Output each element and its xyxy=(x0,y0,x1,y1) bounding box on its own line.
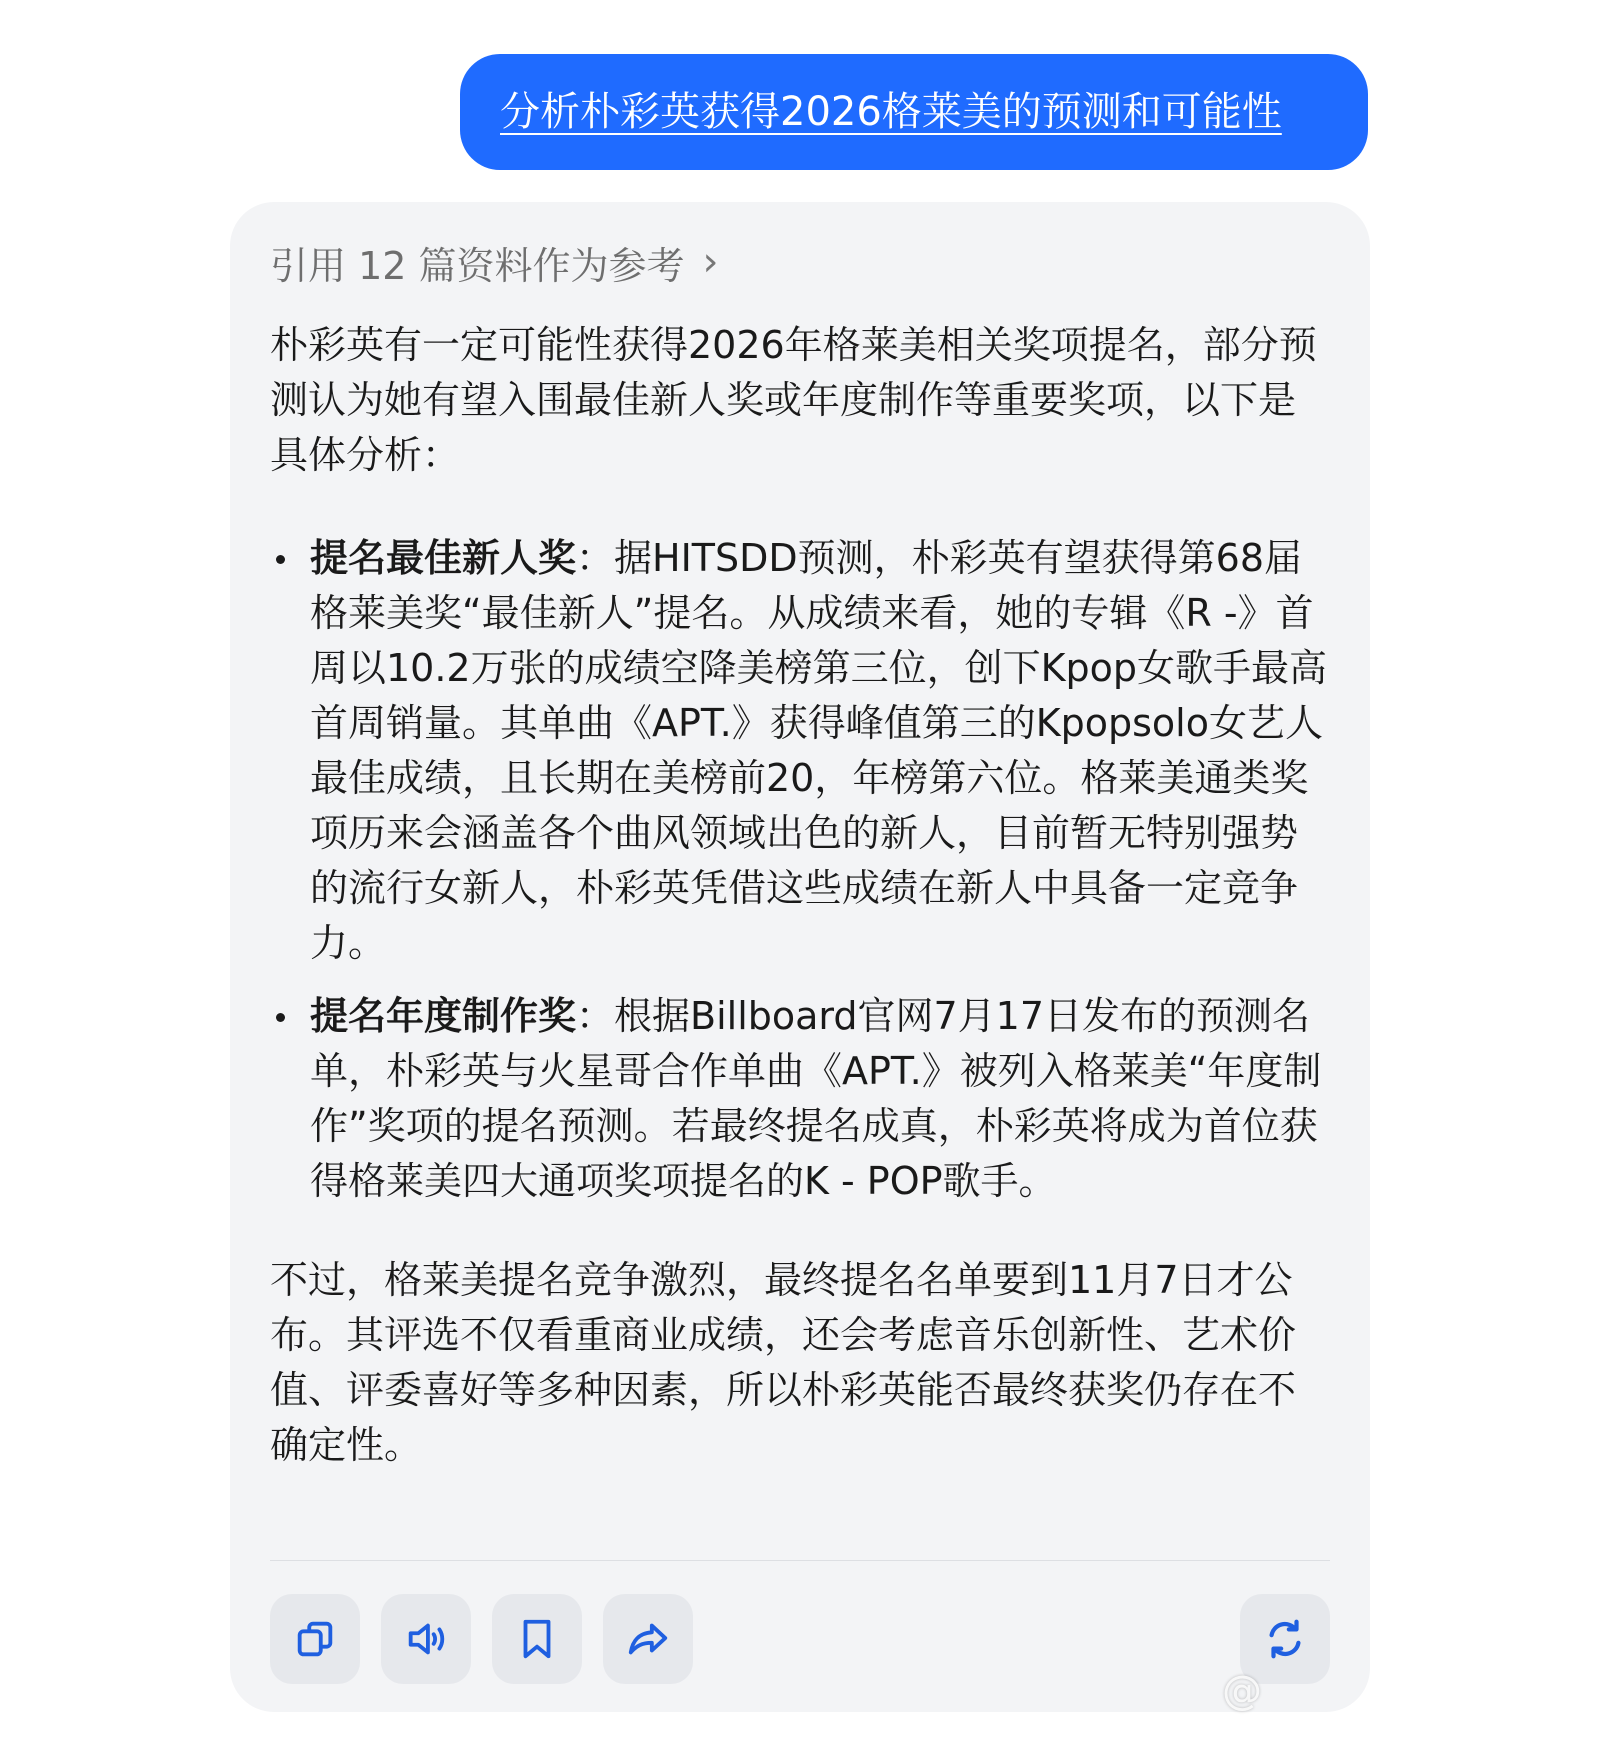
chevron-right-icon: › xyxy=(702,239,719,285)
references-label: 引用 12 篇资料作为参考 xyxy=(270,243,685,288)
bookmark-icon xyxy=(514,1616,560,1662)
read-aloud-button[interactable] xyxy=(381,1594,471,1684)
copy-button[interactable] xyxy=(270,1594,360,1684)
bullet-text: ：根据Billboard官网7月17日发布的预测名单，朴彩英与火星哥合作单曲《APT.》被列入格莱美“年度制作”奖项的提名预测。若最终提名成真，朴彩英将成为首位获得格莱美四大通项奖项提名的K - POP歌手。 xyxy=(310,994,1322,1203)
user-message-text[interactable]: 分析朴彩英获得2026格莱美的预测和可能性 xyxy=(500,89,1282,135)
share-icon xyxy=(625,1616,671,1662)
copy-icon xyxy=(292,1616,338,1662)
speaker-icon xyxy=(403,1616,449,1662)
answer-card xyxy=(230,202,1370,1712)
bullet-title: 提名最佳新人奖 xyxy=(310,536,577,580)
bullet-text: ：据HITSDD预测，朴彩英有望获得第68届格莱美奖“最佳新人”提名。从成绩来看，她的专辑《R -》首周以10.2万张的成绩空降美榜第三位，创下Kpop女歌手最高首周销量。其单曲《APT.》获得峰值第三的Kpopsolo女艺人最佳成绩，且长期在美榜前20，年榜第六位。格莱美通类奖项历来会涵盖各个曲风领域出色的新人，目前暂无特别强势的流行女新人，朴彩英凭借这些成绩在新人中具备一定竞争力。 xyxy=(310,536,1328,965)
bookmark-button[interactable] xyxy=(492,1594,582,1684)
answer-outro: 不过，格莱美提名竞争激烈，最终提名名单要到11月7日才公布。其评选不仅看重商业成绩，还会考虑音乐创新性、艺术价值、评委喜好等多种因素，所以朴彩英能否最终获奖仍存在不确定性。 xyxy=(270,1258,1297,1467)
references-link[interactable] xyxy=(270,232,1330,292)
user-message-bubble xyxy=(460,54,1368,170)
answer-intro: 朴彩英有一定可能性获得2026年格莱美相关奖项提名，部分预测认为她有望入围最佳新人奖或年度制作等重要奖项，以下是具体分析： xyxy=(270,323,1317,477)
regenerate-icon xyxy=(1262,1616,1308,1662)
list-item xyxy=(270,989,1330,1209)
answer-bullet-list xyxy=(270,531,1330,1209)
watermark: @ xyxy=(1222,1668,1262,1714)
share-button[interactable] xyxy=(603,1594,693,1684)
bullet-title: 提名年度制作奖 xyxy=(310,994,577,1038)
list-item xyxy=(270,531,1330,971)
answer-toolbar xyxy=(270,1594,1330,1684)
divider xyxy=(270,1560,1330,1561)
